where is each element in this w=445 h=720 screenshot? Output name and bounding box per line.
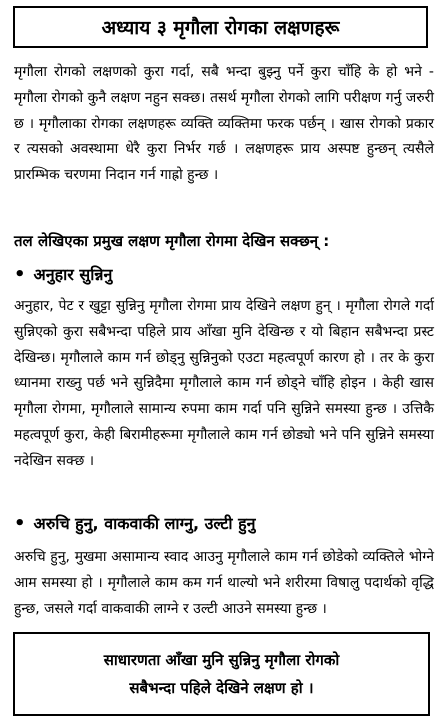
symptoms-intro-line: तल लेखिएका प्रमुख लक्षण मृगौला रोगमा देखिन सक्छन् : (14, 232, 330, 250)
swelling-paragraph: अनुहार, पेट र खुट्टा सुन्निनु मृगौला रोगमा प्राय देखिने लक्षण हुन् । मृगौला रोगले गर्दा सुन्निएको कुरा सबैभन्दा पहिले प्राय आँखा मुनि देखिन्छ र यो बिहान सबैभन्दा प्रस्ट देखिन्छ। मृगौलाले काम गर्न छोड्नु सुन्निनुको एउटा महत्वपूर्ण कारण हो । तर के कुरा ध्यानमा राख्नु पर्छ भने सुन्निदैमा मृगौलाले काम गर्न छोड्ने चाँहि होइन । केही खास मृगौला रोगमा, मृगौलाले सामान्य रुपमा काम गर्दा पनि सुन्निने समस्या हुन्छ । उत्तिकै महत्वपूर्ण कुरा, केही बिरामीहरूमा मृगौलाले काम गर्न छोड्यो भने पनि सुन्निने समस्या नदेखिन सक्छ । (14, 298, 434, 469)
highlight-note-box (13, 632, 430, 716)
chapter-title: अध्याय ३ मृगौला रोगका लक्षणहरू (101, 17, 340, 39)
bullet-icon: • (14, 513, 26, 534)
nausea-paragraph: अरुचि हुनु, मुखमा असामान्य स्वाद आउनु मृगौलाले काम गर्न छोडेको व्यक्तिले भोग्ने आम समस्या हो । मृगौलाले काम कम गर्न थाल्यो भने शरीरमा विषालु पदार्थको वृद्धि हुन्छ, जसले गर्दा वाकवाकी लाग्ने र उल्टी आउने समस्या हुन्छ । (14, 549, 434, 617)
note-line-1: साधारणता आँखा मुनि सुन्निनु मृगौला रोगको (103, 651, 340, 669)
chapter-title-box (13, 6, 428, 48)
section-heading-text: अनुहार सुन्निनु (33, 265, 113, 284)
section-heading-text: अरुचि हुनु, वाकवाकी लाग्नु, उल्टी हुनु (33, 514, 256, 533)
section-heading-swelling (14, 263, 112, 287)
intro-paragraph: मृगौला रोगको लक्षणको कुरा गर्दा, सबै भन्दा बुझ्नु पर्ने कुरा चाँहि के हो भने - मृगौला रोगको कुनै लक्षण नहुन सक्छ। तसर्थ मृगौला रोगको लागि परीक्षण गर्नु जरुरी छ । मृगौलाका रोगका लक्षणहरू व्यक्ति व्यक्तिमा फरक पर्छन् । खास रोगको प्रकार र त्यसको अवस्थामा धेरै कुरा निर्भर गर्छ । लक्षणहरू प्राय अस्पष्ट हुन्छन् त्यसैले प्रारम्भिक चरणमा निदान गर्न गाह्रो हुन्छ । (14, 64, 434, 184)
bullet-icon: • (14, 264, 26, 285)
section-heading-nausea (14, 512, 256, 536)
note-line-2: सबैभन्दा पहिले देखिने लक्षण हो । (129, 679, 314, 697)
